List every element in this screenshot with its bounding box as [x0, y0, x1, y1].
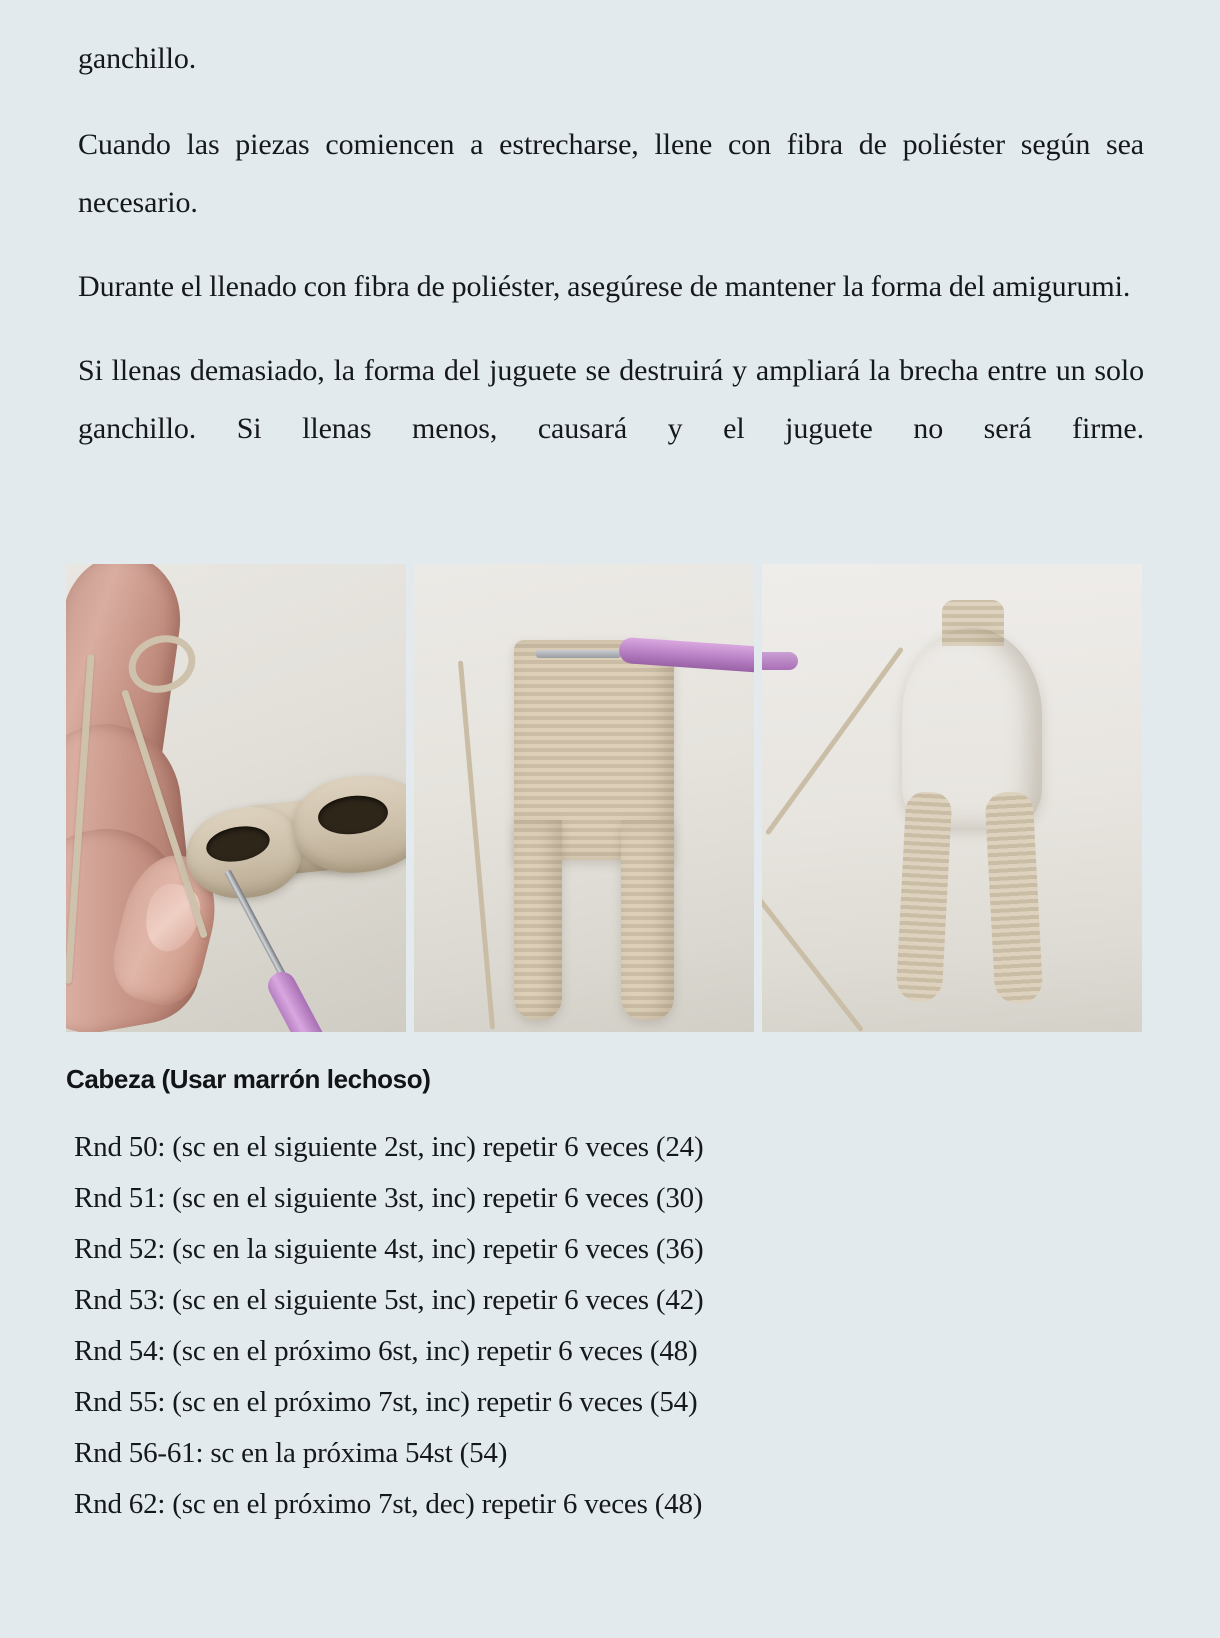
- section-heading-cabeza: Cabeza (Usar marrón lechoso): [66, 1064, 431, 1094]
- photo-crochet-legs-piece-with-hook: [414, 564, 754, 1032]
- round-instruction-line: Rnd 53: (sc en el siguiente 5st, inc) repetir 6 veces (42): [74, 1284, 704, 1316]
- round-instruction-line: Rnd 50: (sc en el siguiente 2st, inc) repetir 6 veces (24): [74, 1131, 704, 1163]
- round-instruction-line: Rnd 51: (sc en el siguiente 3st, inc) repetir 6 veces (30): [74, 1182, 704, 1214]
- crochet-hook-shaft: [536, 650, 621, 658]
- crochet-leg-right: [621, 820, 674, 1020]
- round-instruction-line: Rnd 62: (sc en el próximo 7st, dec) repetir 6 veces (48): [74, 1488, 703, 1520]
- crochet-leg-left: [514, 820, 562, 1020]
- intro-paragraphs: [0, 0, 1220, 516]
- paragraph-llenado-advertencia: Si llenas demasiado, la forma del juguete se destruirá y ampliará la brecha entre un solo ganchillo. Si llenas menos, causará y el juguete no será firme.: [78, 354, 1144, 445]
- photo-strip: [66, 564, 1142, 1032]
- round-instruction-line: Rnd 54: (sc en el próximo 6st, inc) repetir 6 veces (48): [74, 1335, 698, 1367]
- round-instruction-line: Rnd 56-61: sc en la próxima 54st (54): [74, 1437, 508, 1469]
- paragraph-relleno-poliester: Cuando las piezas comiencen a estrecharse, llene con fibra de poliéster según sea necesario.: [78, 128, 1144, 219]
- hand-illustration: [66, 564, 276, 1032]
- round-instruction-line: Rnd 52: (sc en la siguiente 4st, inc) repetir 6 veces (36): [74, 1233, 704, 1265]
- paragraph-ganchillo: ganchillo.: [78, 42, 197, 75]
- paragraph-mantener-forma: Durante el llenado con fibra de poliéster, asegúrese de mantener la forma del amigurumi.: [78, 270, 1131, 303]
- round-instruction-line: Rnd 55: (sc en el próximo 7st, inc) repetir 6 veces (54): [74, 1386, 698, 1418]
- crochet-hook-handle-edge: [762, 652, 798, 670]
- photo-crochet-joined-tubes-in-hand: [66, 564, 406, 1032]
- photo-crochet-stuffed-body-piece: [762, 564, 1142, 1032]
- round-instructions-list: [74, 1122, 1134, 1530]
